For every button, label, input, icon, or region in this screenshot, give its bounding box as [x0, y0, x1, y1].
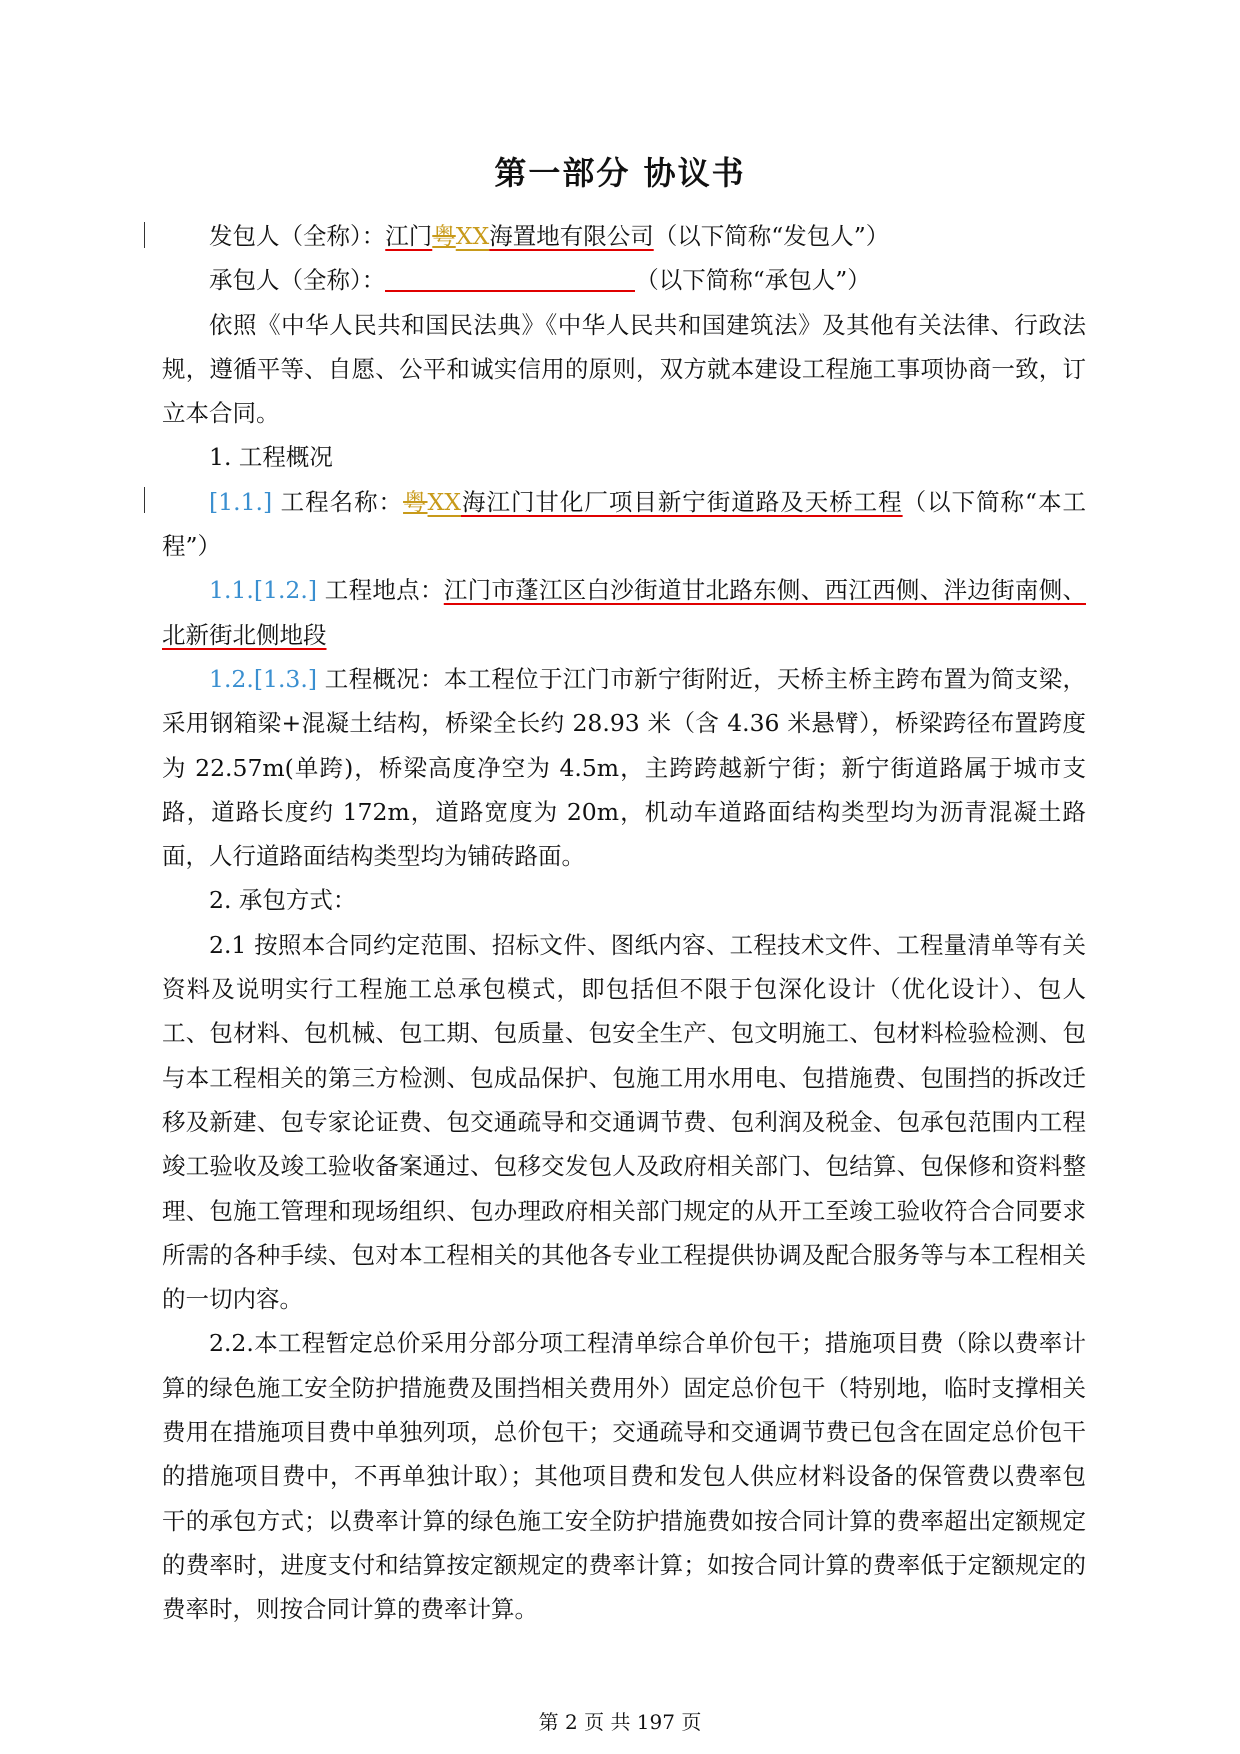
contractor-line [162, 258, 1086, 302]
intro-paragraph: 依照《中华人民共和国民法典》《中华人民共和国建筑法》及其他有关法律、行政法规，遵循平等、自愿、公平和诚实信用的原则，双方就本建设工程施工事项协商一致，订立本合同。 [162, 310, 1086, 428]
paragraph-2-1: 2.1 按照本合同约定范围、招标文件、图纸内容、工程技术文件、工程量清单等有关资料及说明实行工程施工总承包模式，即包括但不限于包深化设计（优化设计）、包人工、包材料、包机械、包工期、包质量、包安全生产、包文明施工、包材料检验检测、包与本工程相关的第三方检测、包成品保护、包施工用水用电、包措施费、包围挡的拆改迁移及新建、包专家论证费、包交通疏导和交通调节费、包利润及税金、包承包范围内工程竣工验收及竣工验收备案通过、包移交发包人及政府相关部门、包结算、包保修和资料整理、包施工管理和现场组织、包办理政府相关部门规定的从开工至竣工验收符合合同要求所需的各种手续、包对本工程相关的其他各专业工程提供协调及配合服务等与本工程相关的一切内容。 [162, 930, 1086, 1314]
employer-line [162, 214, 1086, 258]
item-number: 1.2.[1.3.] [209, 664, 318, 693]
deleted-text: 粤 [403, 487, 428, 516]
employer-name: 江门 [385, 222, 433, 250]
item-number: 1.1.[1.2.] [209, 576, 318, 605]
employer-suffix: （以下简称“发包人”） [653, 222, 890, 250]
section-heading: 2. 承包方式： [209, 886, 357, 915]
paragraph-2-2: 2.2.本工程暂定总价采用分部分项工程清单综合单价包干；措施项目费（除以费率计算的绿色施工安全防护措施费及围挡相关费用外）固定总价包干（特别地，临时支撑相关费用在措施项目费中单独列项，总价包干；交通疏导和交通调节费已包含在固定总价包干的措施项目费中，不再单独计取）；其他项目费和发包人供应材料设备的保管费以费率包干的承包方式；以费率计算的绿色施工安全防护措施费如按合同计算的费率超出定额规定的费率时，进度支付和结算按定额规定的费率计算；如按合同计算的费率低于定额规定的费率时，则按合同计算的费率计算。 [162, 1329, 1086, 1624]
item-label: 工程概况： [317, 664, 444, 693]
change-bar [144, 487, 145, 513]
document-body [162, 214, 1086, 1632]
contractor-blank-field[interactable] [385, 260, 635, 292]
employer-name: 海置地有限公司 [489, 222, 654, 250]
inserted-text: XX [455, 222, 490, 250]
item-label: 工程地点： [317, 576, 444, 605]
item-number: [1.1.] [209, 487, 273, 516]
project-name-item [162, 480, 1086, 569]
item-suffix: （以下简称“本工程”） [162, 487, 1086, 561]
project-overview-item [162, 657, 1086, 878]
employer-label: 发包人（全称）： [209, 222, 386, 250]
project-location-item [162, 568, 1086, 657]
page-title: 第一部分 协议书 [494, 154, 746, 192]
project-location: 江门市蓬江区白沙街道甘北路东侧、西江西侧、泮边街南侧、北新街北侧地段 [162, 576, 1086, 649]
section-heading: 1. 工程概况 [209, 443, 333, 472]
contractor-label: 承包人（全称）： [209, 266, 386, 295]
contractor-suffix: （以下简称“承包人”） [635, 266, 871, 295]
page-number: 第 2 页 共 197 页 [538, 1710, 702, 1734]
item-label: 工程名称： [272, 487, 404, 516]
change-bar [144, 222, 145, 248]
project-overview: 本工程位于江门市新宁街附近，天桥主桥主跨布置为简支梁，采用钢箱梁+混凝土结构，桥梁全长约 28.93 米（含 4.36 米悬臂），桥梁跨径布置跨度为 22.57m(单跨)，桥梁高度净空为 4.5m，主跨跨越新宁街；新宁街道路属于城市支路，道路长度约 172m，道路宽度为 20m，机动车道路面结构类型均为沥青混凝土路面，人行道路面结构类型均为铺砖路面。 [162, 664, 1086, 871]
project-name: 海江门甘化厂项目新宁街道路及天桥工程 [461, 487, 903, 516]
deleted-text: 粤 [432, 222, 456, 250]
inserted-text: XX [427, 487, 461, 516]
